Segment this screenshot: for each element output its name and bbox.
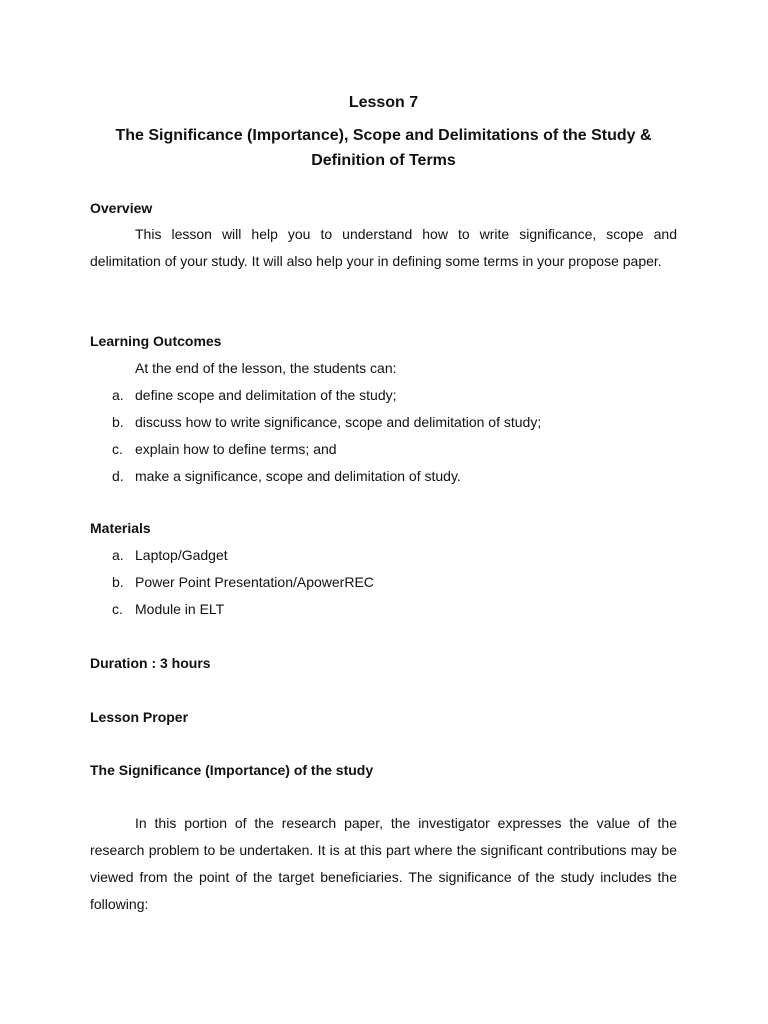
list-item xyxy=(90,386,677,413)
list-item-text: explain how to define terms; and xyxy=(135,441,337,457)
learning-outcomes-list xyxy=(90,386,677,494)
list-marker: d. xyxy=(112,468,124,484)
list-item xyxy=(90,573,677,600)
list-marker: b. xyxy=(112,574,124,590)
materials-list xyxy=(90,546,677,627)
list-marker: a. xyxy=(112,547,124,563)
list-item-text: define scope and delimitation of the study; xyxy=(135,387,397,403)
document-page xyxy=(90,0,677,1024)
overview-paragraph: This lesson will help you to understand how to write significance, scope and delimitation of your study. It will also help your in defining some terms in your propose paper. xyxy=(90,226,677,269)
lesson-proper-heading: Lesson Proper xyxy=(90,709,189,725)
learning-outcomes-heading: Learning Outcomes xyxy=(90,333,222,349)
list-item xyxy=(90,440,677,467)
list-item-text: Power Point Presentation/ApowerREC xyxy=(135,574,374,590)
significance-paragraph: In this portion of the research paper, the investigator expresses the value of the research problem to be undertaken. It is at this part where the significant contributions may be viewed from the point of the target beneficiaries. The significance of the study includes the following: xyxy=(90,815,677,912)
list-item-text: make a significance, scope and delimitation of study. xyxy=(135,468,461,484)
list-marker: b. xyxy=(112,414,124,430)
duration-heading: Duration : 3 hours xyxy=(90,655,211,671)
list-item xyxy=(90,600,677,627)
learning-outcomes-intro: At the end of the lesson, the students can: xyxy=(135,360,397,376)
list-marker: c. xyxy=(112,441,123,457)
materials-heading: Materials xyxy=(90,520,151,536)
list-item-text: discuss how to write significance, scope and delimitation of study; xyxy=(135,414,542,430)
lesson-number: Lesson 7 xyxy=(348,94,419,111)
list-item xyxy=(90,546,677,573)
overview-heading: Overview xyxy=(90,200,153,216)
list-item xyxy=(90,413,677,440)
significance-heading: The Significance (Importance) of the study xyxy=(90,762,374,778)
list-item-text: Laptop/Gadget xyxy=(135,547,228,563)
list-marker: a. xyxy=(112,387,124,403)
list-item xyxy=(90,467,677,494)
lesson-title: The Significance (Importance), Scope and Delimitations of the Study & Definition of Terms xyxy=(115,127,652,169)
list-marker: c. xyxy=(112,601,123,617)
list-item-text: Module in ELT xyxy=(135,601,225,617)
